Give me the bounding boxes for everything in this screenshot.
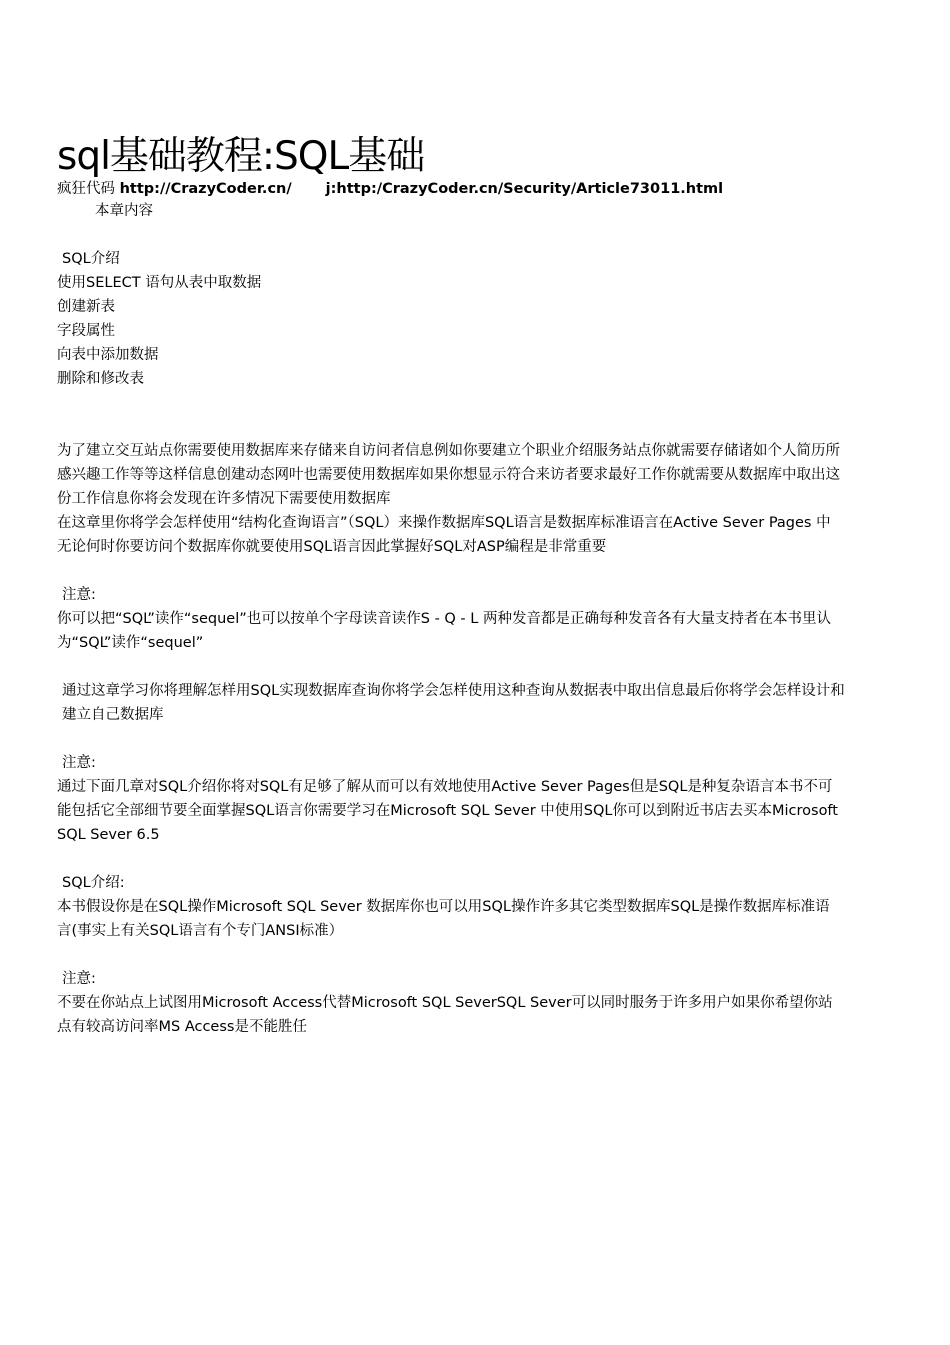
toc-list <box>57 247 847 391</box>
document-page <box>57 132 847 1039</box>
source-label: 疯狂代码 <box>57 181 115 197</box>
toc-item-field-properties: 字段属性 <box>57 323 115 339</box>
section-heading-sql-intro: SQL介绍: <box>62 875 125 891</box>
toc-heading: 本章内容 <box>95 203 153 219</box>
note-label: 注意: <box>62 587 96 603</box>
toc-item-insert-data: 向表中添加数据 <box>57 347 159 363</box>
note-pronunciation: 你可以把“SQL”读作“sequel”也可以按单个字母读音读作S - Q - L 两种发音都是正确每种发音各有大量支持者在本书里认为“SQL”读作“sequel” <box>57 611 831 651</box>
note-label: 注意: <box>62 755 96 771</box>
note-access-warning: 不要在你站点上试图用Microsoft Access代替Microsoft SQL SeverSQL Sever可以同时服务于许多用户如果你希望你站点有较高访问率MS Access是不能胜任 <box>57 995 833 1035</box>
paragraph-sql-usage: 在这章里你将学会怎样使用“结构化查询语言”（SQL）来操作数据库SQL语言是数据库标准语言在Active Sever Pages 中无论何时你要访问个数据库你就要使用SQL语言因此掌握好SQL对ASP编程是非常重要 <box>57 515 831 555</box>
document-title: sql基础教程:SQL基础 <box>57 134 425 179</box>
toc-item-select: 使用SELECT 语句从表中取数据 <box>57 275 262 291</box>
toc-item-sql-intro: SQL介绍 <box>62 251 120 267</box>
note-label: 注意: <box>62 971 96 987</box>
paragraph-database-intro: 为了建立交互站点你需要使用数据库来存储来自访问者信息例如你要建立个职业介绍服务站点你就需要存储诸如个人简历所感兴趣工作等等这样信息创建动态网叶也需要使用数据库如果你想显示符合来访者要求最好工作你就需要从数据库中取出这份工作信息你将会发现在许多情况下需要使用数据库 <box>57 443 840 507</box>
paragraph-sql-intro: 本书假设你是在SQL操作Microsoft SQL Sever 数据库你也可以用SQL操作许多其它类型数据库SQL是操作数据库标准语言(事实上有关SQL语言有个专门ANSI标准） <box>57 899 830 939</box>
toc-item-create-table: 创建新表 <box>57 299 115 315</box>
article-url-link[interactable]: j:http:/CrazyCoder.cn/Security/Article73011.html <box>325 181 724 197</box>
source-url-link[interactable]: http://CrazyCoder.cn/ <box>119 181 292 197</box>
note-further-reading: 通过下面几章对SQL介绍你将对SQL有足够了解从而可以有效地使用Active Sever Pages但是SQL是种复杂语言本书不可能包括它全部细节要全面掌握SQL语言你需要学习在Microsoft SQL Sever 中使用SQL你可以到附近书店去买本Microsoft SQL Sever 6.5 <box>57 779 838 843</box>
toc-item-alter-table: 删除和修改表 <box>57 371 144 387</box>
source-line <box>57 180 847 199</box>
paragraph-chapter-goals: 通过这章学习你将理解怎样用SQL实现数据库查询你将学会怎样使用这种查询从数据表中取出信息最后你将学会怎样设计和建立自己数据库 <box>62 683 845 723</box>
